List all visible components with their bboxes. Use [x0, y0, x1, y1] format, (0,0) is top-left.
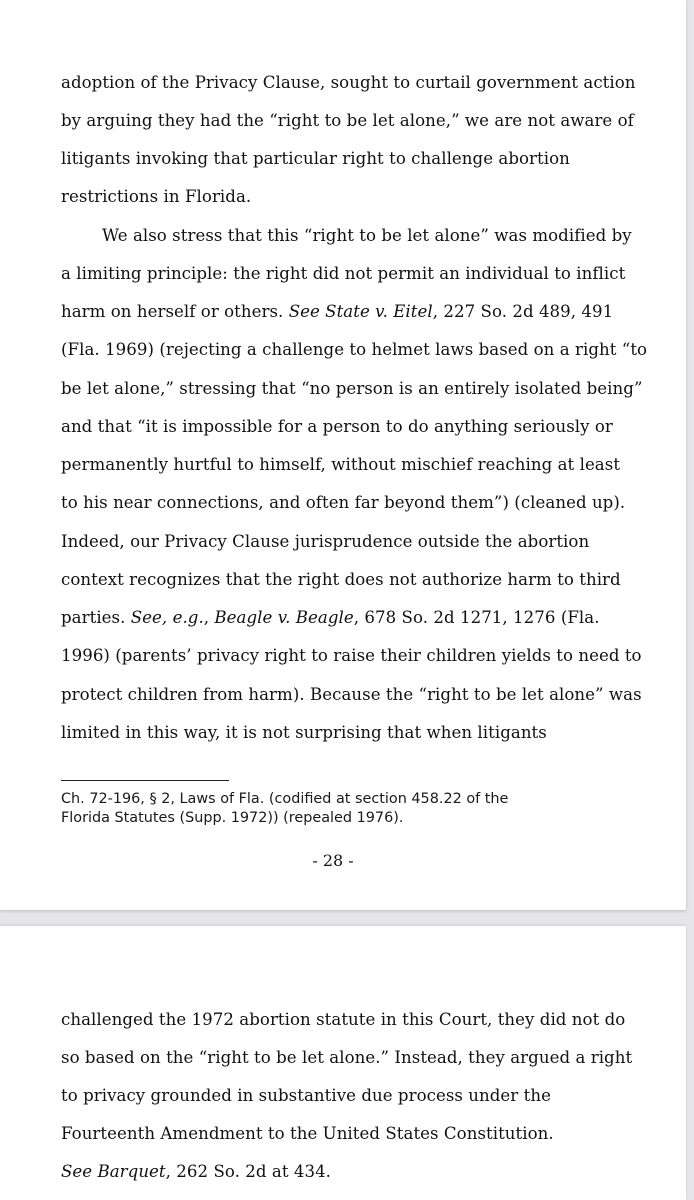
body-text-line: See Barquet, 262 So. 2d at 434.: [61, 1162, 332, 1181]
body-text-line: litigants invoking that particular right to challenge abortion: [61, 149, 570, 168]
body-text-line: challenged the 1972 abortion statute in this Court, they did not do: [61, 1010, 626, 1029]
signal-see-eg: See, e.g.: [130, 608, 204, 627]
body-text-line: adoption of the Privacy Clause, sought to curtail government action: [61, 73, 636, 92]
body-text-line: so based on the “right to be let alone.” Instead, they argued a right: [61, 1048, 633, 1067]
body-text-line: by arguing they had the “right to be let alone,” we are not aware of: [61, 111, 634, 130]
body-text-line: to privacy grounded in substantive due process under the: [61, 1086, 551, 1105]
page-number: - 28 -: [312, 851, 354, 870]
body-text-line: Indeed, our Privacy Clause jurisprudence outside the abortion: [61, 532, 590, 551]
footnote-line: Florida Statutes (Supp. 1972)) (repealed 1976).: [61, 810, 404, 826]
body-text-line: context recognizes that the right does not authorize harm to third: [61, 570, 621, 589]
body-text-line: restrictions in Florida.: [61, 187, 252, 206]
body-text-line: to his near connections, and often far beyond them”) (cleaned up).: [61, 493, 626, 512]
footnote-line: Ch. 72-196, § 2, Laws of Fla. (codified at section 458.22 of the: [61, 791, 509, 807]
paragraph-start-line: We also stress that this “right to be let alone” was modified by: [102, 226, 632, 245]
body-text-line: a limiting principle: the right did not permit an individual to inflict: [61, 264, 626, 283]
body-text-line: parties. See, e.g., Beagle v. Beagle, 678 So. 2d 1271, 1276 (Fla.: [61, 608, 600, 627]
document-page-29: [0, 926, 686, 1200]
body-text-line: 1996) (parents’ privacy right to raise their children yields to need to: [61, 646, 642, 665]
case-citation: Beagle v. Beagle: [214, 608, 354, 627]
body-text-line: be let alone,” stressing that “no person is an entirely isolated being”: [61, 379, 643, 398]
footnote-divider: [61, 780, 229, 781]
body-text-line: (Fla. 1969) (rejecting a challenge to helmet laws based on a right “to: [61, 340, 648, 359]
body-text-line: limited in this way, it is not surprising that when litigants: [61, 723, 547, 742]
body-text-line: permanently hurtful to himself, without mischief reaching at least: [61, 455, 621, 474]
case-citation: See State v. Eitel: [288, 302, 433, 321]
body-text-line: harm on herself or others. See State v. Eitel, 227 So. 2d 489, 491: [61, 302, 614, 321]
body-text-line: protect children from harm). Because the “right to be let alone” was: [61, 685, 642, 704]
body-text-line: and that “it is impossible for a person to do anything seriously or: [61, 417, 613, 436]
body-text-line: Fourteenth Amendment to the United States Constitution.: [61, 1124, 554, 1143]
case-citation: See Barquet: [61, 1162, 166, 1181]
